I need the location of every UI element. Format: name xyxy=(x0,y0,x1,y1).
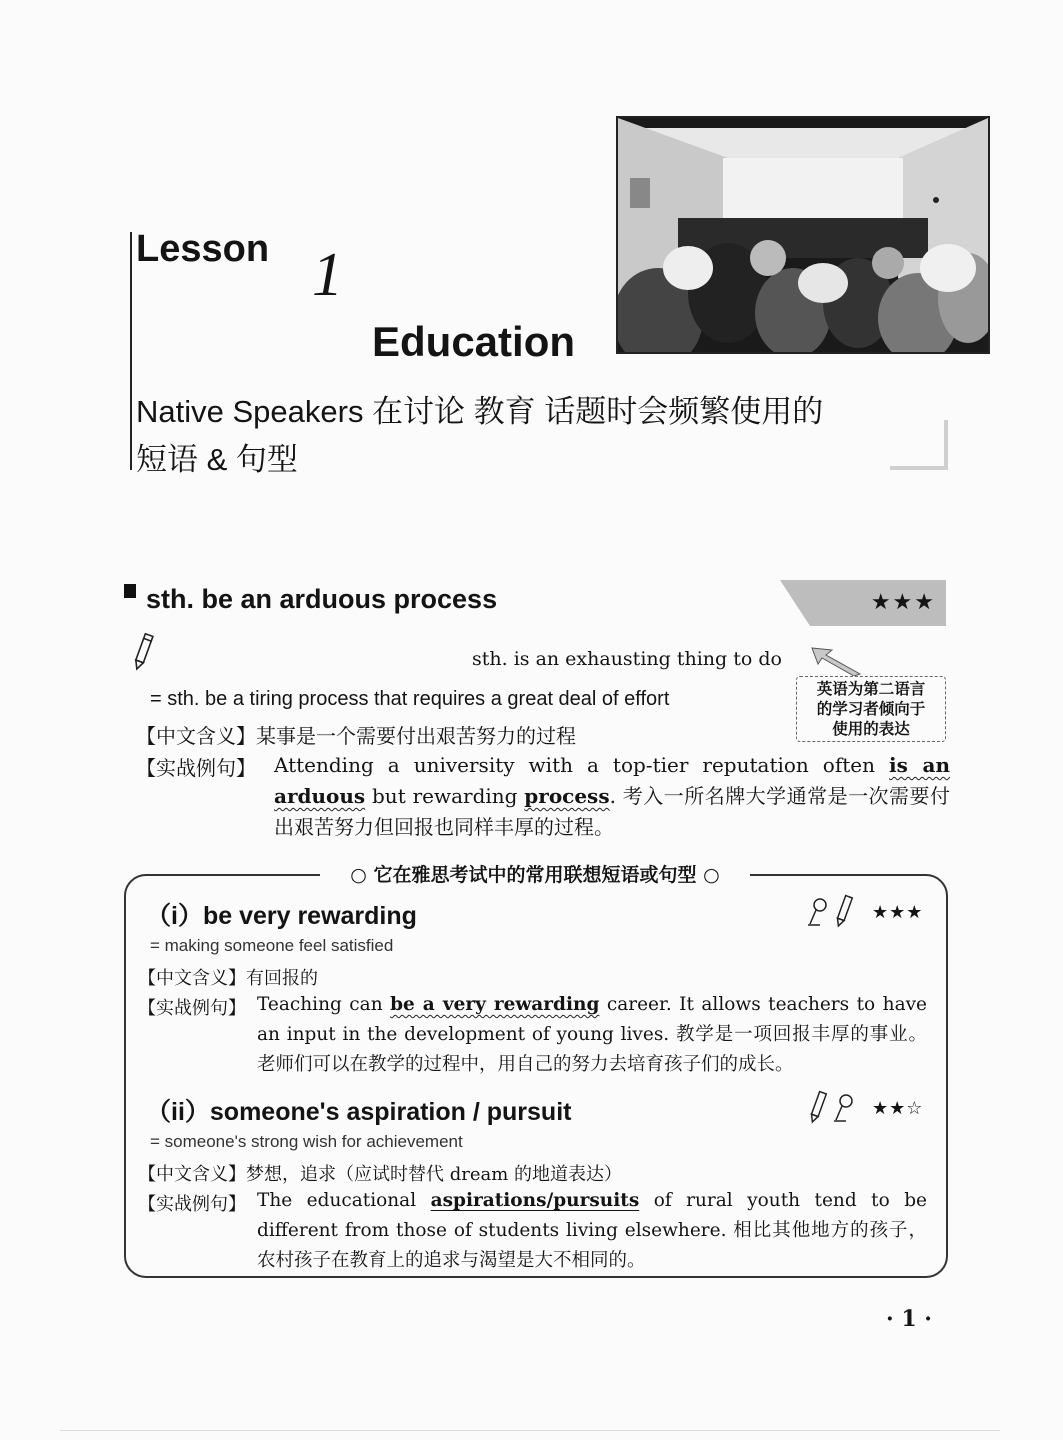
example-text: . 考入一所名牌大学通常是一次需要付出艰苦努力但回报也同样丰厚的过程。 xyxy=(274,784,950,839)
subtitle-line-2: 短语 & 句型 xyxy=(136,442,298,477)
related-chinese-meaning xyxy=(138,964,318,990)
phrase-rating: ★★★ xyxy=(870,590,936,615)
related-heading: （i）be very rewarding xyxy=(146,902,417,930)
lecture-hall-photo xyxy=(616,116,990,354)
note-line: 的学习者倾向于 xyxy=(816,699,926,718)
example-highlight: be a very rewarding xyxy=(390,994,600,1015)
chinese-label: 【中文含义】 xyxy=(136,724,256,748)
related-rating: ★★☆ xyxy=(872,1098,924,1119)
example-text: but rewarding xyxy=(365,784,525,808)
related-example xyxy=(257,990,927,1080)
related-example xyxy=(257,1186,927,1276)
title-rule xyxy=(130,232,132,470)
example-label: 【实战例句】 xyxy=(138,998,246,1019)
related-equivalent: = making someone feel satisfied xyxy=(150,936,394,955)
example-label: 【实战例句】 xyxy=(136,756,256,780)
note-line: 英语为第二语言 xyxy=(816,679,926,698)
learner-note xyxy=(796,676,946,742)
chinese-meaning-text: 有回报的 xyxy=(246,968,318,989)
example-label: 【实战例句】 xyxy=(138,1194,246,1215)
microphone-pencil-icon xyxy=(806,894,858,934)
subtitle-line-1: Native Speakers 在讨论 教育 话题时会频繁使用的 xyxy=(136,394,824,429)
arrow-icon xyxy=(810,646,866,680)
example-text: Teaching can xyxy=(257,994,391,1015)
related-title-text: 它在雅思考试中的常用联想短语或句型 xyxy=(373,864,697,886)
phrase-title: sth. be an arduous process xyxy=(146,584,498,614)
native-expression: sth. is an exhausting thing to do xyxy=(472,648,782,670)
bottom-rule xyxy=(60,1430,1000,1431)
related-equivalent: = someone's strong wish for achievement xyxy=(150,1132,463,1151)
rating-tab xyxy=(780,580,946,626)
related-rating: ★★★ xyxy=(872,902,924,923)
example-text: career. It allows teachers to have an input in the development of young lives. 教学是一项回报丰厚的事业。老师们可以在教学的过程中，用自己的努力去培育孩子们的成长。 xyxy=(257,994,927,1075)
page-number: · 1 · xyxy=(886,1306,932,1332)
lesson-number: 1 xyxy=(312,241,343,309)
corner-bracket xyxy=(890,420,948,470)
section-bullet xyxy=(124,584,136,598)
note-line: 使用的表达 xyxy=(832,719,910,738)
chinese-meaning xyxy=(136,720,576,749)
phrase-equivalent: = sth. be a tiring process that requires a great deal of effort xyxy=(150,688,670,710)
chinese-meaning-text: 某事是一个需要付出艰苦努力的过程 xyxy=(256,724,576,748)
related-chinese-meaning xyxy=(138,1160,622,1186)
example-sentence xyxy=(274,750,950,843)
lesson-label: Lesson xyxy=(136,228,270,270)
pencil-icon xyxy=(132,632,154,676)
example-highlight: is an arduous xyxy=(274,753,950,808)
example-text: The educational xyxy=(257,1190,431,1211)
chinese-meaning-text: 梦想，追求（应试时替代 dream 的地道表达） xyxy=(246,1164,623,1185)
lesson-subtitle xyxy=(136,388,936,484)
chinese-label: 【中文含义】 xyxy=(138,1164,246,1185)
example-text: Attending a university with a top-tier reputation often xyxy=(274,753,890,777)
chinese-label: 【中文含义】 xyxy=(138,968,246,989)
related-heading: （ii）someone's aspiration / pursuit xyxy=(146,1098,572,1126)
topic-title: Education xyxy=(372,318,576,365)
example-text: of rural youth tend to be different from those of students living elsewhere. 相比其他地方的孩子，农村孩子在教育上的追求与渴望是大不相同的。 xyxy=(257,1190,927,1271)
example-highlight: aspirations/pursuits xyxy=(430,1190,640,1211)
pencil-microphone-icon xyxy=(806,1090,858,1130)
example-highlight: process xyxy=(524,784,610,808)
related-title: ○ 它在雅思考试中的常用联想短语或句型 ○ xyxy=(320,860,750,890)
